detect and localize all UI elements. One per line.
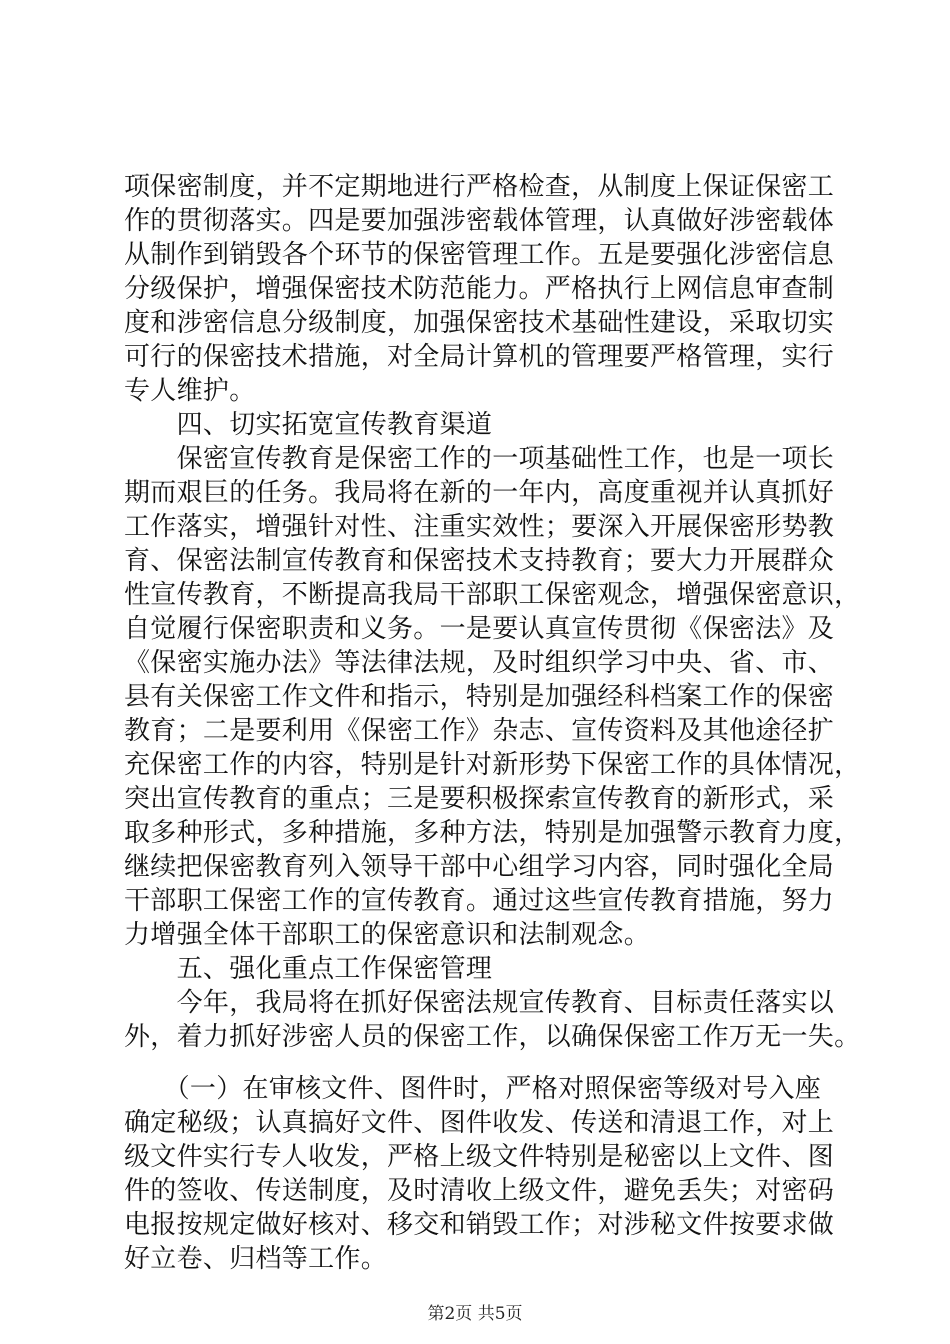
text-line: 专人维护。 [124, 376, 256, 406]
text-line: 保密宣传教育是保密工作的一项基础性工作，也是一项长 [124, 444, 835, 474]
text-line: 作的贯彻落实。四是要加强涉密载体管理，认真做好涉密载体 [124, 206, 835, 236]
text-line: 确定秘级；认真搞好文件、图件收发、传送和清退工作，对上 [124, 1108, 835, 1138]
text-line: 好立卷、归档等工作。 [124, 1244, 388, 1274]
text-line: 今年，我局将在抓好保密法规宣传教育、目标责任落实以 [124, 988, 835, 1018]
text-line: 干部职工保密工作的宣传教育。通过这些宣传教育措施，努力 [124, 886, 835, 916]
text-line: 级文件实行专人收发，严格上级文件特别是秘密以上文件、图 [124, 1142, 835, 1172]
text-line: 突出宣传教育的重点；三是要积极探索宣传教育的新形式，采 [124, 784, 835, 814]
text-line: 件的签收、传送制度，及时清收上级文件，避免丢失；对密码 [124, 1176, 835, 1206]
text-line: 取多种形式，多种措施，多种方法，特别是加强警示教育力度， [124, 818, 861, 848]
text-line: 外，着力抓好涉密人员的保密工作，以确保保密工作万无一失。 [124, 1022, 861, 1052]
text-line: 充保密工作的内容，特别是针对新形势下保密工作的具体情况， [124, 750, 861, 780]
page-number: 第2页 共5页 [427, 1304, 523, 1324]
text-line: 自觉履行保密职责和义务。一是要认真宣传贯彻《保密法》及 [124, 614, 835, 644]
section-heading: 五、强化重点工作保密管理 [124, 954, 493, 984]
text-line: 期而艰巨的任务。我局将在新的一年内，高度重视并认真抓好 [124, 478, 835, 508]
text-line: 性宣传教育，不断提高我局干部职工保密观念，增强保密意识， [124, 580, 861, 610]
text-line: 项保密制度，并不定期地进行严格检查，从制度上保证保密工 [124, 172, 835, 202]
page-footer [0, 1302, 950, 1326]
text-line: 工作落实，增强针对性、注重实效性；要深入开展保密形势教 [124, 512, 835, 542]
text-line: 育、保密法制宣传教育和保密技术支持教育；要大力开展群众 [124, 546, 835, 576]
text-line: 《保密实施办法》等法律法规，及时组织学习中央、省、市、 [124, 648, 835, 678]
text-line: 教育；二是要利用《保密工作》杂志、宣传资料及其他途径扩 [124, 716, 835, 746]
text-line: 力增强全体干部职工的保密意识和法制观念。 [124, 920, 651, 950]
text-line: 继续把保密教育列入领导干部中心组学习内容，同时强化全局 [124, 852, 835, 882]
text-line: 电报按规定做好核对、移交和销毁工作；对涉秘文件按要求做 [124, 1210, 835, 1240]
text-line: 可行的保密技术措施，对全局计算机的管理要严格管理，实行 [124, 342, 835, 372]
text-line: 从制作到销毁各个环节的保密管理工作。五是要强化涉密信息 [124, 240, 835, 270]
text-line: 县有关保密工作文件和指示，特别是加强经科档案工作的保密 [124, 682, 835, 712]
text-line: 分级保护，增强保密技术防范能力。严格执行上网信息审查制 [124, 274, 835, 304]
text-line: （一）在审核文件、图件时，严格对照保密等级对号入座 [124, 1074, 822, 1104]
text-line: 度和涉密信息分级制度，加强保密技术基础性建设，采取切实 [124, 308, 835, 338]
section-heading: 四、切实拓宽宣传教育渠道 [124, 410, 493, 440]
